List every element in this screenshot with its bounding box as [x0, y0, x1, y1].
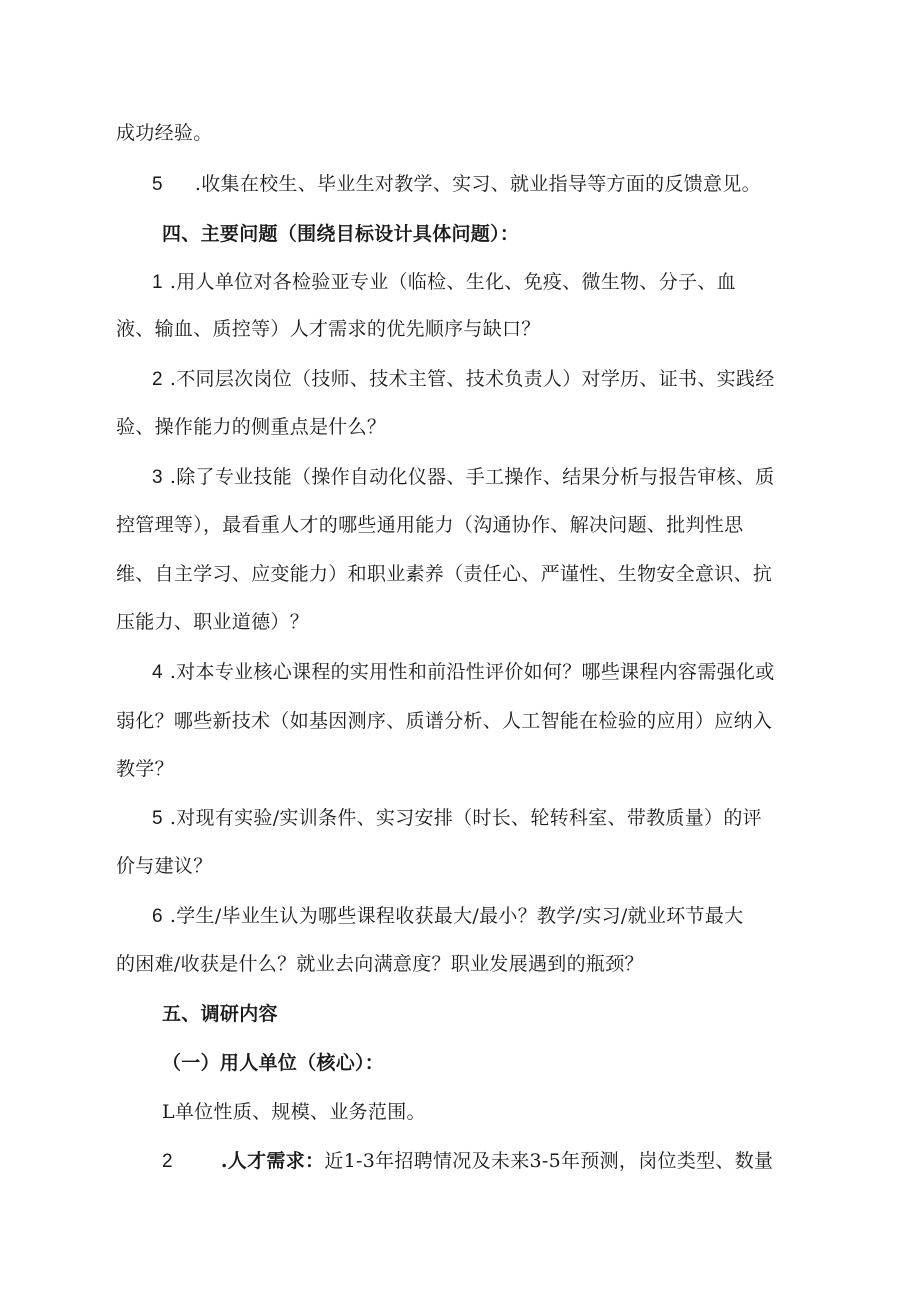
question-item-5: 5 .对现有实验/实训条件、实习安排（时长、轮转科室、带教质量）的评	[152, 807, 762, 829]
text-line: 控管理等），最看重人才的哪些通用能力（沟通协作、解决问题、批判性思	[116, 514, 744, 536]
text-line: 成功经验。	[116, 122, 213, 144]
subsection-heading: （一）用人单位（核心）：	[162, 1052, 385, 1074]
text-line: 压能力、职业道德）？	[116, 611, 310, 633]
question-item-6: 6 .学生/毕业生认为哪些课程收获最大/最小？教学/实习/就业环节最大	[152, 905, 744, 927]
section-heading: 四、主要问题（围绕目标设计具体问题）：	[162, 223, 520, 245]
text-line: 的困难/收获是什么？就业去向满意度？职业发展遇到的瓶颈？	[116, 953, 644, 975]
section-heading: 五、调研内容	[162, 1003, 278, 1025]
question-item-1: 1 .用人单位对各检验亚专业（临检、生化、免疫、微生物、分子、血	[152, 271, 736, 293]
text-line: 弱化？哪些新技术（如基因测序、质谱分析、人工智能在检验的应用）应纳入	[116, 710, 773, 732]
text-line: L单位性质、规模、业务范围。	[162, 1101, 426, 1123]
text-line: 价与建议？	[116, 855, 213, 877]
content-item-2: 2 .人才需求：近1-3年招聘情况及未来3-5年预测，岗位类型、数量	[162, 1150, 774, 1172]
text-line: 验、操作能力的侧重点是什么？	[116, 416, 387, 438]
text-line: 教学？	[116, 758, 174, 780]
question-item-4: 4 .对本专业核心课程的实用性和前沿性评价如何？哪些课程内容需强化或	[152, 661, 775, 683]
text-line: 液、输血、质控等）人才需求的优先顺序与缺口？	[116, 318, 541, 340]
list-item-5: 5 .收集在校生、毕业生对教学、实习、就业指导等方面的反馈意见。	[152, 173, 761, 195]
question-item-3: 3 .除了专业技能（操作自动化仪器、手工操作、结果分析与报告审核、质	[152, 466, 775, 488]
question-item-2: 2 .不同层次岗位（技师、技术主管、技术负责人）对学历、证书、实践经	[152, 368, 775, 390]
text-line: 维、自主学习、应变能力）和职业素养（责任心、严谨性、生物安全意识、抗	[116, 563, 773, 585]
